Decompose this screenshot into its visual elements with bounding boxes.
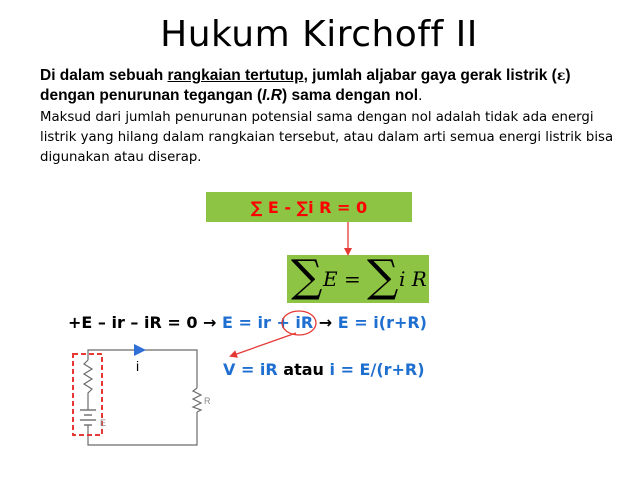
kvl-step-2: E = ir + iR	[216, 313, 314, 332]
kvl-step-3: E = i(r+R)	[332, 313, 427, 332]
circuit-diagram	[73, 344, 211, 445]
definition-part: ) sama dengan nol	[281, 87, 419, 104]
definition-italic: I.R	[262, 87, 282, 104]
internal-resistor-icon	[84, 360, 92, 410]
sigma-symbol-left: ∑	[291, 251, 323, 302]
connector-word: atau	[277, 360, 330, 379]
slide-title: Hukum Kirchoff II	[160, 14, 478, 55]
definition-part: ) dengan penurunan tegangan (	[40, 67, 571, 104]
circuit-wire-top	[88, 350, 197, 388]
arrow-icon: →	[313, 313, 333, 332]
current-direction-icon	[134, 344, 146, 356]
definition-period: .	[418, 87, 423, 104]
explanation-text: Maksud dari jumlah penurunan potensial sama dengan nol adalah tidak ada energi listrik yang hilang dalam rangkaian tersebut, atau dalam arti semua energi listrik bisa digunakan atau diserap.	[40, 110, 614, 165]
sum-equation-lhs: E =	[323, 267, 361, 291]
current-relation: i = E/(r+R)	[329, 360, 425, 379]
definition-part: , jumlah aljabar gaya gerak listrik (	[303, 67, 557, 84]
resistor-label: R	[204, 396, 211, 406]
definition-part: Di dalam sebuah	[40, 67, 168, 84]
equation-text: ∑ E - ∑i R = 0	[250, 197, 368, 217]
external-resistor-icon	[193, 388, 201, 412]
ellipse-to-relation-arrow	[231, 333, 296, 356]
highlight-ellipse	[282, 311, 316, 335]
kvl-step-1: +E – ir – iR = 0	[68, 313, 204, 332]
current-label: i	[136, 358, 140, 374]
circuit-wire-bottom	[88, 412, 197, 445]
definition-underlined: rangkaian tertutup	[167, 67, 304, 84]
voltage-relation: V = iR	[223, 360, 278, 379]
sigma-symbol-right: ∑	[367, 251, 399, 302]
source-label: E	[100, 418, 107, 428]
sum-equation-rhs: i R	[399, 267, 427, 291]
epsilon-symbol: ε	[556, 68, 566, 84]
arrow-icon: →	[203, 313, 217, 332]
